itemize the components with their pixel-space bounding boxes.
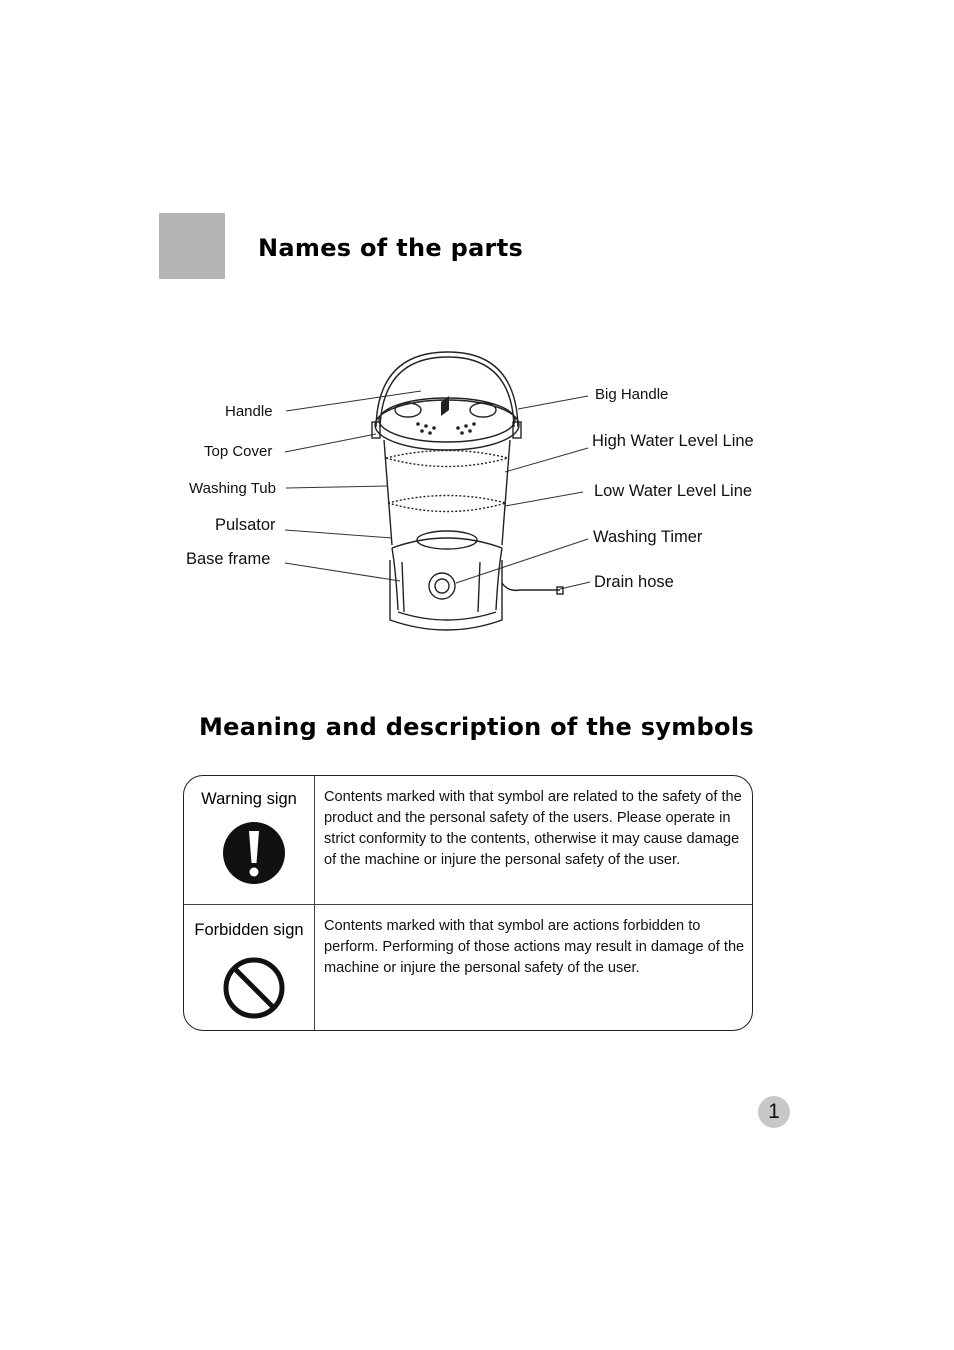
- section-title-symbols: Meaning and description of the symbols: [199, 713, 754, 741]
- warning-sign-description: Contents marked with that symbol are related to the safety of the product and the personal safety of the users. Please operate in strict conformity to the contents, otherwise it may cause damage of the machine or injure the personal safety of the user.: [324, 789, 742, 868]
- symbols-table: [183, 775, 753, 1031]
- symbol-row-forbidden: [184, 905, 752, 1031]
- label-big-handle: Big Handle: [595, 386, 669, 403]
- symbol-row-warning: [184, 776, 752, 905]
- symbol-cell: [184, 776, 315, 904]
- page-title: Names of the parts: [258, 234, 524, 262]
- forbidden-sign-description: Contents marked with that symbol are actions forbidden to perform. Performing of those actions may result in damage of the machine or injure the personal safety of the user.: [324, 918, 745, 976]
- warning-sign-label: Warning sign: [201, 790, 297, 808]
- symbol-cell: [184, 905, 315, 1031]
- label-washing-timer: Washing Timer: [593, 528, 703, 546]
- exclamation-icon: [222, 821, 286, 885]
- label-top-cover: Top Cover: [204, 443, 273, 460]
- forbidden-sign-label: Forbidden sign: [194, 921, 304, 939]
- label-drain-hose: Drain hose: [594, 573, 674, 591]
- label-base-frame: Base frame: [186, 550, 271, 568]
- page-number-badge: 1: [758, 1096, 790, 1128]
- label-high-water-level: High Water Level Line: [592, 432, 754, 450]
- label-low-water-level: Low Water Level Line: [594, 482, 753, 500]
- label-handle: Handle: [225, 403, 273, 420]
- label-pulsator: Pulsator: [215, 516, 276, 534]
- label-washing-tub: Washing Tub: [189, 480, 276, 497]
- prohibited-icon: [222, 956, 286, 1020]
- section-marker-block: [159, 213, 225, 279]
